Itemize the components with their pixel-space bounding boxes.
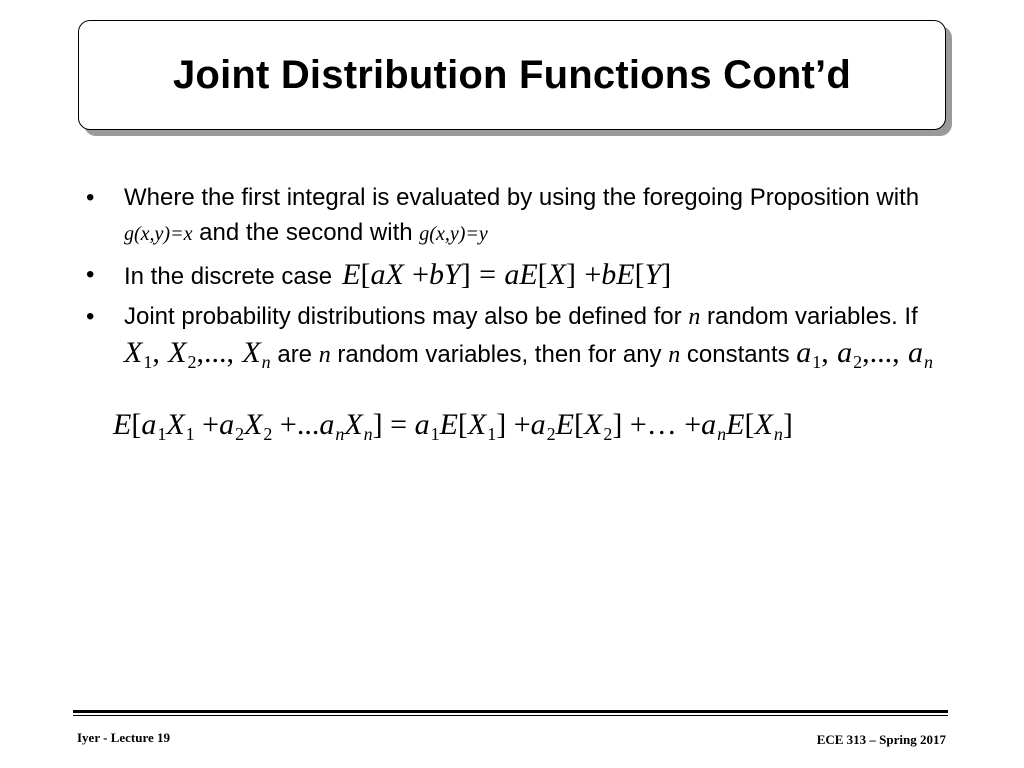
bullet-text-segment: and the second with xyxy=(192,219,420,246)
math-g-equals-x: g(x,y)=x xyxy=(124,223,193,245)
linearity-equation xyxy=(342,257,671,292)
math-symbol: , xyxy=(152,336,160,369)
bullet-text xyxy=(124,299,946,374)
math-subscript: 1 xyxy=(430,424,440,445)
bullet-text-segment: In the discrete case xyxy=(124,263,333,290)
math-symbol: ] xyxy=(460,258,471,291)
math-symbol: ] xyxy=(782,408,793,441)
bullet-text-segment: Where the first integral is evaluated by using the foregoing Proposition with xyxy=(124,184,920,211)
math-subscript: 1 xyxy=(185,424,195,445)
math-symbol: [ xyxy=(537,258,548,291)
math-n: n xyxy=(688,304,701,330)
math-subscript: 2 xyxy=(603,424,613,445)
footer-lecture-label: Iyer - Lecture 19 xyxy=(77,730,171,745)
math-symbol: X xyxy=(583,408,603,441)
bullet-item-2 xyxy=(86,257,946,294)
math-subscript: 2 xyxy=(263,424,273,445)
math-g-equals-y: g(x,y)=y xyxy=(419,223,488,245)
math-symbol: [ xyxy=(634,258,645,291)
math-symbol: E xyxy=(439,408,458,441)
bullet-marker: • xyxy=(86,261,95,288)
math-symbol: [ xyxy=(360,258,371,291)
math-symbol: ... xyxy=(296,408,320,441)
math-symbol: a xyxy=(530,408,546,441)
math-symbol: X xyxy=(547,258,566,291)
math-subscript: 2 xyxy=(546,424,556,445)
math-symbol: … xyxy=(646,408,677,441)
math-symbol: X xyxy=(467,408,487,441)
bullet-text-segment: Joint probability distributions may also be defined for xyxy=(124,303,689,330)
slide-title: Joint Distribution Functions Cont’d xyxy=(172,52,851,97)
math-symbol: a xyxy=(504,258,520,291)
footer-rule-thick xyxy=(73,710,948,713)
math-symbol: + xyxy=(279,408,297,441)
math-symbol: E xyxy=(342,258,361,291)
bullet-text xyxy=(124,257,946,294)
math-symbol: a xyxy=(319,408,335,441)
math-symbol: ] xyxy=(566,258,576,291)
bullet-marker: • xyxy=(86,184,95,211)
math-symbol: ] xyxy=(372,408,383,441)
footer-rule-thin xyxy=(73,715,948,716)
bullet-marker: • xyxy=(86,303,95,330)
math-subscript: 2 xyxy=(235,424,245,445)
math-symbol: + xyxy=(684,408,702,441)
math-symbol: ] xyxy=(496,408,507,441)
math-symbol: ,..., xyxy=(196,336,234,369)
bullet-item-3 xyxy=(86,299,946,374)
math-symbol: E xyxy=(519,258,538,291)
math-symbol: Y xyxy=(644,258,662,291)
math-symbol: = xyxy=(479,258,496,291)
math-subscript: n xyxy=(335,424,345,445)
math-symbol: X xyxy=(244,408,263,441)
math-symbol: [ xyxy=(573,408,584,441)
math-subscript: 1 xyxy=(157,424,167,445)
bullet-text xyxy=(124,180,946,252)
math-symbol: a xyxy=(370,258,386,291)
math-symbol: Y xyxy=(444,258,461,291)
math-symbol: = xyxy=(390,408,408,441)
math-symbol: [ xyxy=(457,408,468,441)
math-symbol: [ xyxy=(131,408,142,441)
title-box xyxy=(78,20,946,130)
math-symbol: X xyxy=(242,336,261,369)
math-symbol: X xyxy=(754,408,773,441)
math-symbol: [ xyxy=(744,408,755,441)
math-symbol: X xyxy=(344,408,363,441)
math-symbol: a xyxy=(701,408,717,441)
bullet-text-segment: random variables. If xyxy=(700,303,918,330)
math-symbol: + xyxy=(584,258,602,291)
math-symbol: E xyxy=(726,408,745,441)
math-symbol: a xyxy=(141,408,157,441)
bullet-text-segment: are xyxy=(270,341,319,368)
bullet-text-segment: random variables, then for any xyxy=(330,341,669,368)
math-symbol: ,..., xyxy=(862,336,900,369)
math-symbol: + xyxy=(629,408,647,441)
bullet-item-1 xyxy=(86,180,946,252)
math-symbol: E xyxy=(113,408,132,441)
math-symbol: a xyxy=(414,408,430,441)
random-variable-list xyxy=(124,336,271,373)
math-symbol: E xyxy=(616,258,635,291)
math-symbol: a xyxy=(219,408,235,441)
math-subscript: 1 xyxy=(487,424,497,445)
math-symbol: X xyxy=(124,336,143,369)
math-symbol: X xyxy=(166,408,185,441)
math-symbol: X xyxy=(168,336,187,369)
footer-course-label: ECE 313 – Spring 2017 xyxy=(816,732,946,747)
math-subscript: n xyxy=(923,352,933,373)
math-subscript: 2 xyxy=(853,352,863,373)
math-n: n xyxy=(318,342,331,368)
math-symbol: b xyxy=(601,258,617,291)
math-n: n xyxy=(668,342,681,368)
math-subscript: 1 xyxy=(812,352,822,373)
constant-list xyxy=(796,336,933,373)
math-symbol: X xyxy=(385,258,404,291)
math-subscript: n xyxy=(261,352,271,373)
math-symbol: E xyxy=(555,408,574,441)
math-subscript: 1 xyxy=(143,352,153,373)
math-symbol: ] xyxy=(661,258,672,291)
math-symbol: , xyxy=(821,336,829,369)
bullet-text-segment: constants xyxy=(680,341,797,368)
expectation-sum-equation xyxy=(113,408,793,445)
math-symbol: + xyxy=(513,408,531,441)
math-symbol: + xyxy=(202,408,220,441)
math-symbol: ] xyxy=(612,408,623,441)
math-subscript: n xyxy=(773,424,783,445)
math-symbol: a xyxy=(837,336,853,369)
math-subscript: n xyxy=(717,424,727,445)
math-symbol: a xyxy=(796,336,812,369)
math-subscript: n xyxy=(363,424,373,445)
math-subscript: 2 xyxy=(187,352,197,373)
bullet-list xyxy=(86,180,946,379)
math-symbol: b xyxy=(429,258,445,291)
math-symbol: + xyxy=(412,258,430,291)
math-symbol: a xyxy=(907,336,923,369)
